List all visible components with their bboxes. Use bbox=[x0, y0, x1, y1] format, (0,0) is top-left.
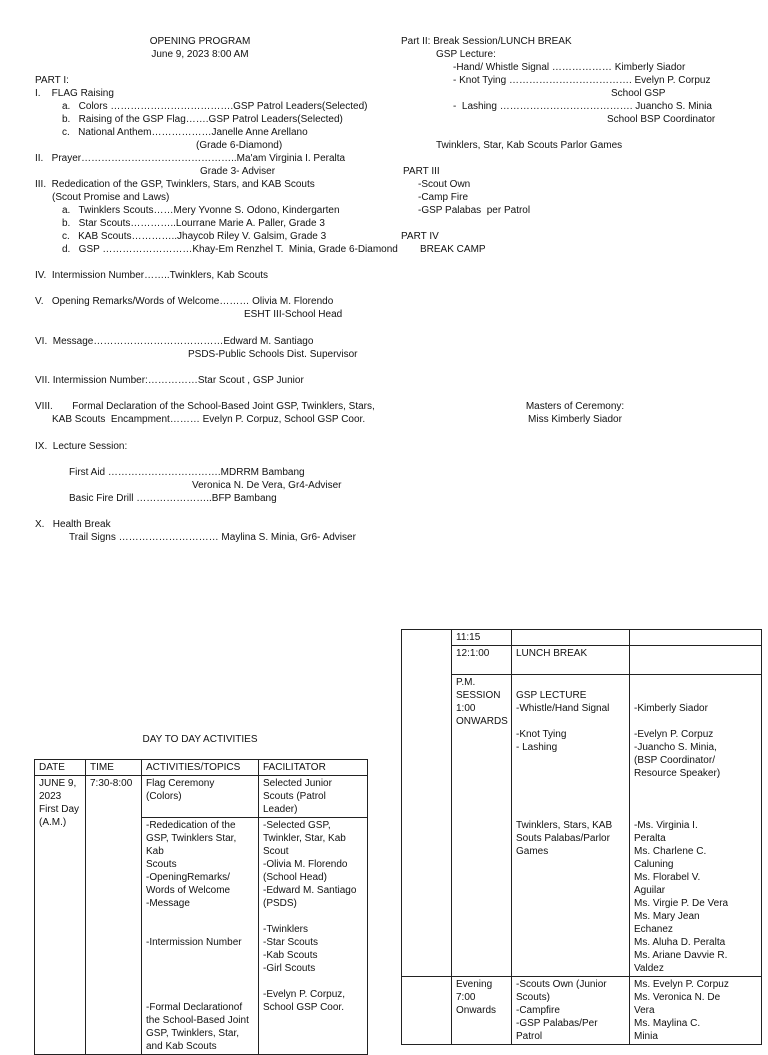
part1-item: ESHT III-School Head bbox=[244, 309, 343, 320]
part1-item: VIII. Formal Declaration of the School-Based Joint GSP, Twinklers, Stars, bbox=[35, 401, 375, 412]
program-title: OPENING PROGRAM bbox=[149, 36, 251, 47]
date-cell bbox=[402, 977, 452, 1045]
part2-item: School GSP bbox=[611, 88, 666, 99]
part3-item: -Scout Own bbox=[418, 179, 471, 190]
part1-item: I. FLAG Raising bbox=[35, 88, 114, 99]
part1-item: Trail Signs ………………………… Maylina S. Minia, Gr6- Adviser bbox=[69, 532, 356, 543]
part3-item: -GSP Palabas per Patrol bbox=[418, 205, 531, 216]
part1-item: IV. Intermission Number……..Twinklers, Kab Scouts bbox=[35, 270, 269, 281]
part1-item: VI. Message…………………………………Edward M. Santiago bbox=[35, 336, 314, 347]
part1-heading: PART I: bbox=[35, 75, 69, 86]
activity-cell: LUNCH BREAK bbox=[512, 646, 630, 675]
part1-item: VII. Intermission Number:……………Star Scout , GSP Junior bbox=[35, 375, 304, 386]
part1-item: PSDS-Public Schools Dist. Supervisor bbox=[188, 349, 358, 360]
time-cell: P.M. SESSION 1:00 ONWARDS bbox=[452, 675, 512, 977]
part3-heading: PART III bbox=[403, 166, 440, 177]
program-date: June 9, 2023 8:00 AM bbox=[151, 49, 249, 60]
table-row bbox=[402, 675, 762, 977]
part1-item: X. Health Break bbox=[35, 519, 111, 530]
part1-item: First Aid …………………………….MDRRM Bambang bbox=[69, 467, 305, 478]
part4-heading: PART IV bbox=[401, 231, 439, 242]
part1-item: Grade 3- Adviser bbox=[200, 166, 276, 177]
column-header: DATE bbox=[35, 760, 86, 776]
part2-item: - Knot Tying ………………………………. Evelyn P. Corpuz bbox=[453, 75, 711, 86]
facilitator-cell bbox=[630, 630, 762, 646]
facilitator-cell: -Selected GSP, Twinkler, Star, Kab Scout -Olivia M. Florendo (School Head) -Edward M. Santiago (PSDS) -Twinklers -Star Scouts -Kab Scouts -Girl Scouts -Evelyn P. Corpuz, School GSP Coor. bbox=[259, 818, 368, 1055]
part1-item: (Scout Promise and Laws) bbox=[52, 192, 170, 203]
part3-item: -Camp Fire bbox=[418, 192, 469, 203]
part1-item: II. Prayer………………………………………..Ma'am Virginia I. Peralta bbox=[35, 153, 346, 164]
date-cell bbox=[402, 630, 452, 977]
part1-item: III. Rededication of the GSP, Twinklers, Stars, and KAB Scouts bbox=[35, 179, 315, 190]
part1-item: Veronica N. De Vera, Gr4-Adviser bbox=[192, 480, 342, 491]
part1-item: b. Star Scouts…………..Lourrane Marie A. Paller, Grade 3 bbox=[62, 218, 325, 229]
activity-cell: GSP LECTURE -Whistle/Hand Signal -Knot Tying - Lashing Twinklers, Stars, KAB Souts Palabas/Parlor Games bbox=[512, 675, 630, 977]
part2-item: GSP Lecture: bbox=[436, 49, 496, 60]
facilitator-cell: Selected Junior Scouts (Patrol Leader) bbox=[259, 776, 368, 818]
part1-item: c. KAB Scouts…………..Jhaycob Riley V. Galsim, Grade 3 bbox=[62, 231, 327, 242]
part1-item: c. National Anthem………………Janelle Anne Arellano bbox=[62, 127, 308, 138]
part2-item: Twinklers, Star, Kab Scouts Parlor Games bbox=[436, 140, 623, 151]
part1-item: V. Opening Remarks/Words of Welcome……… Olivia M. Florendo bbox=[35, 296, 334, 307]
table-header-row bbox=[35, 760, 368, 776]
part2-item: School BSP Coordinator bbox=[607, 114, 716, 125]
part1-item: (Grade 6-Diamond) bbox=[196, 140, 283, 151]
column-header: FACILITATOR bbox=[259, 760, 368, 776]
column-header: ACTIVITIES/TOPICS bbox=[142, 760, 259, 776]
part1-item: d. GSP ………………………Khay-Em Renzhel T. Minia, Grade 6-Diamond bbox=[62, 244, 398, 255]
time-cell: 12:1:00 bbox=[452, 646, 512, 675]
day-to-day-table bbox=[34, 759, 368, 1055]
masters-name: Miss Kimberly Siador bbox=[528, 414, 622, 425]
table-row bbox=[402, 977, 762, 1045]
table-row bbox=[402, 630, 762, 646]
afternoon-schedule-table bbox=[401, 629, 762, 1045]
masters-label: Masters of Ceremony: bbox=[525, 401, 625, 412]
activity-cell: -Scouts Own (Junior Scouts) -Campfire -GSP Palabas/Per Patrol bbox=[512, 977, 630, 1045]
date-cell: JUNE 9, 2023 First Day (A.M.) bbox=[35, 776, 86, 1055]
part4-item: BREAK CAMP bbox=[420, 244, 486, 255]
part1-item: KAB Scouts Encampment……… Evelyn P. Corpuz, School GSP Coor. bbox=[52, 414, 366, 425]
table-row bbox=[402, 646, 762, 675]
part1-item: Basic Fire Drill …………………..BFP Bambang bbox=[69, 493, 277, 504]
part1-item: b. Raising of the GSP Flag…….GSP Patrol Leaders(Selected) bbox=[62, 114, 343, 125]
column-header: TIME bbox=[86, 760, 142, 776]
part1-item: a. Colors ……………………………….GSP Patrol Leaders(Selected) bbox=[62, 101, 368, 112]
table-row bbox=[35, 776, 368, 818]
part2-heading: Part II: Break Session/LUNCH BREAK bbox=[401, 36, 572, 47]
time-cell: 7:30-8:00 bbox=[86, 776, 142, 1055]
facilitator-cell bbox=[630, 646, 762, 675]
day-to-day-title: DAY TO DAY ACTIVITIES bbox=[142, 734, 258, 745]
part2-item: - Lashing …………………………………. Juancho S. Minia bbox=[453, 101, 712, 112]
part1-item: a. Twinklers Scouts……Mery Yvonne S. Odono, Kindergarten bbox=[62, 205, 340, 216]
activity-cell: Flag Ceremony (Colors) bbox=[142, 776, 259, 818]
time-cell: 11:15 bbox=[452, 630, 512, 646]
time-cell: Evening 7:00 Onwards bbox=[452, 977, 512, 1045]
activity-cell: -Rededication of the GSP, Twinklers Star, Kab Scouts -OpeningRemarks/ Words of Welcome -Message -Intermission Number -Formal Declarationof the School-Based Joint GSP, Twinklers, Star, and Kab Scouts bbox=[142, 818, 259, 1055]
facilitator-cell: -Kimberly Siador -Evelyn P. Corpuz -Juancho S. Minia, (BSP Coordinator/ Resource Speaker) -Ms. Virginia I. Peralta Ms. Charlene C. Caluning Ms. Florabel V. Aguilar Ms. Virgie P. De Vera Ms. Mary Jean Echanez Ms. Aluha D. Peralta Ms. Ariane Davvie R. Valdez bbox=[630, 675, 762, 977]
activity-cell bbox=[512, 630, 630, 646]
part2-item: -Hand/ Whistle Signal ……………… Kimberly Siador bbox=[453, 62, 686, 73]
part1-item: IX. Lecture Session: bbox=[35, 441, 128, 452]
facilitator-cell: Ms. Evelyn P. Corpuz Ms. Veronica N. De Vera Ms. Maylina C. Minia bbox=[630, 977, 762, 1045]
